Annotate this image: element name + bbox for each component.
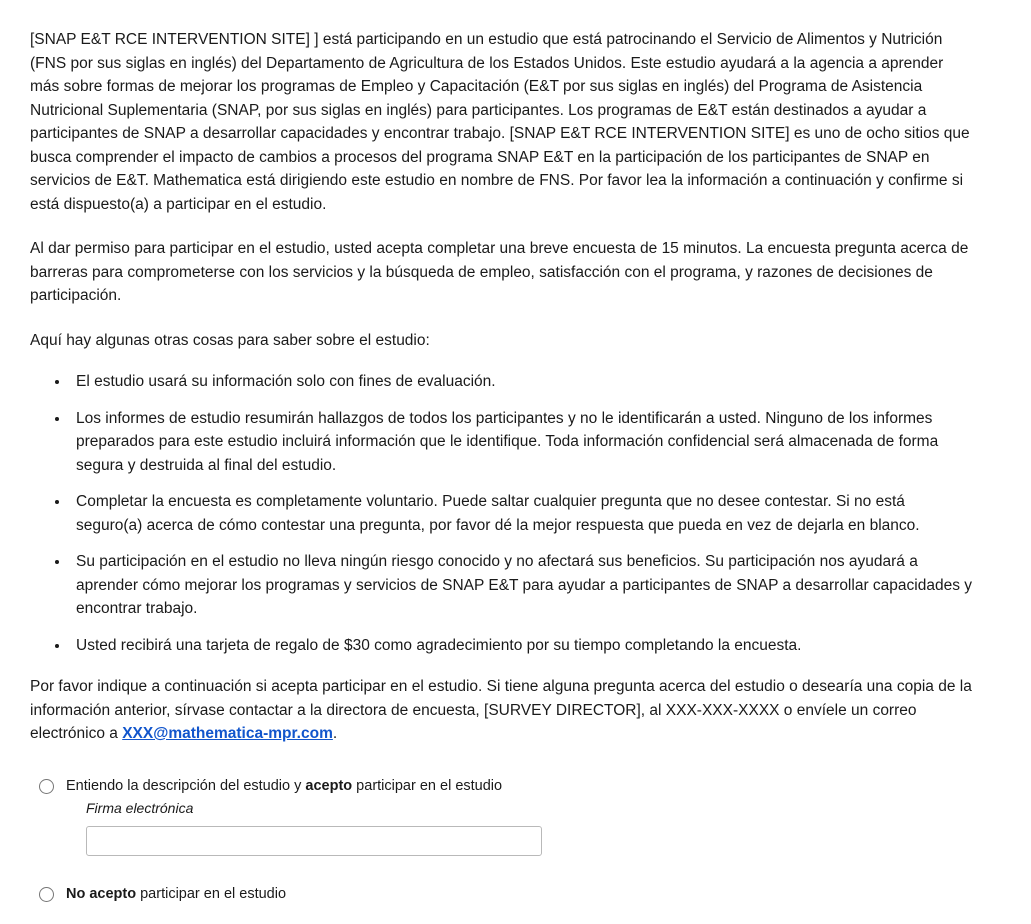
consent-accept-label xyxy=(66,776,502,796)
accept-bold-word: acepto xyxy=(305,777,353,794)
list-item: • Usted recibirá una tarjeta de regalo de $30 como agradecimiento por su tiempo completando la encuesta. xyxy=(70,634,975,658)
list-item: • El estudio usará su información solo con fines de evaluación. xyxy=(70,370,975,394)
survey-description-paragraph: Al dar permiso para participar en el estudio, usted acepta completar una breve encuesta de 15 minutos. La encuesta pregunta acerca de barreras para comprometerse con los servicios y la búsqueda de empleo, satisfacción con el programa, y razones de decisiones de participación. xyxy=(30,240,969,304)
intro-paragraph: [SNAP E&T RCE INTERVENTION SITE] ] está participando en un estudio que está patrocinando el Servicio de Alimentos y Nutrición (FNS por sus siglas en inglés) del Departamento de Agricultura de los Estados Unidos. Este estudio ayudará a la agencia a aprender más sobre formas de mejorar los programas de Empleo y Capacitación (E&T por sus siglas en inglés) del Programa de Asistencia Nutricional Suplementaria (SNAP, por sus siglas en inglés) para participantes. Los programas de E&T están destinados a ayudar a participantes de SNAP a desarrollar capacidades y encontrar trabajo. [SNAP E&T RCE INTERVENTION SITE] es uno de ocho sitios que busca comprender el impacto de cambios a procesos del programa SNAP E&T en la participación de los participantes de SNAP en servicios de E&T. Mathematica está dirigiendo este estudio en nombre de FNS. Por favor lea la información a continuación y confirme si está dispuesto(a) a participar en el estudio. xyxy=(30,31,970,213)
other-things-heading-paragraph: Aquí hay algunas otras cosas para saber sobre el estudio: xyxy=(30,331,430,349)
closing-paragraph xyxy=(30,675,975,746)
consent-accept-option[interactable] xyxy=(30,776,975,796)
radio-accept-icon[interactable] xyxy=(39,779,54,794)
study-facts-list xyxy=(30,370,975,657)
list-item: • Su participación en el estudio no lleva ningún riesgo conocido y no afectará sus beneficios. Su participación nos ayudará a aprender cómo mejorar los programas y servicios de SNAP E&T para ayudar a participantes de SNAP a desarrollar capacidades y encontrar trabajo. xyxy=(70,550,975,621)
survey-director-email-link[interactable]: XXX@mathematica-mpr.com xyxy=(122,725,333,742)
consent-decline-option[interactable] xyxy=(30,884,975,904)
decline-bold-word: No acepto xyxy=(66,885,137,902)
decline-text-after-bold: participar en el estudio xyxy=(136,885,287,902)
electronic-signature-input[interactable] xyxy=(86,826,542,856)
accept-text-after-bold: participar en el estudio xyxy=(352,777,503,794)
closing-text-before-link: Por favor indique a continuación si acepta participar en el estudio. Si tiene alguna pregunta acerca del estudio o desearía una copia de la información anterior, sírvase contactar a la directora de encuesta, [SURVEY DIRECTOR], al XXX-XXX-XXXX o envíele un correo electrónico a xyxy=(30,678,972,742)
electronic-signature-label: Firma electrónica xyxy=(86,799,194,816)
radio-decline-icon[interactable] xyxy=(39,887,54,902)
accept-text-before-bold: Entiendo la descripción del estudio y xyxy=(66,777,306,794)
consent-decline-label xyxy=(66,884,286,904)
consent-choices xyxy=(30,776,975,904)
list-item: • Completar la encuesta es completamente voluntario. Puede saltar cualquier pregunta que no desee contestar. Si no está seguro(a) acerca de cómo contestar una pregunta, por favor dé la mejor respuesta que pueda en vez de dejarla en blanco. xyxy=(70,490,975,537)
closing-text-after-link: . xyxy=(332,725,338,742)
list-item: • Los informes de estudio resumirán hallazgos de todos los participantes y no le identificarán a usted. Ninguno de los informes preparados para este estudio incluirá información que le identifique. Toda información confidencial será almacenada de forma segura y destruida al final del estudio. xyxy=(70,407,975,478)
